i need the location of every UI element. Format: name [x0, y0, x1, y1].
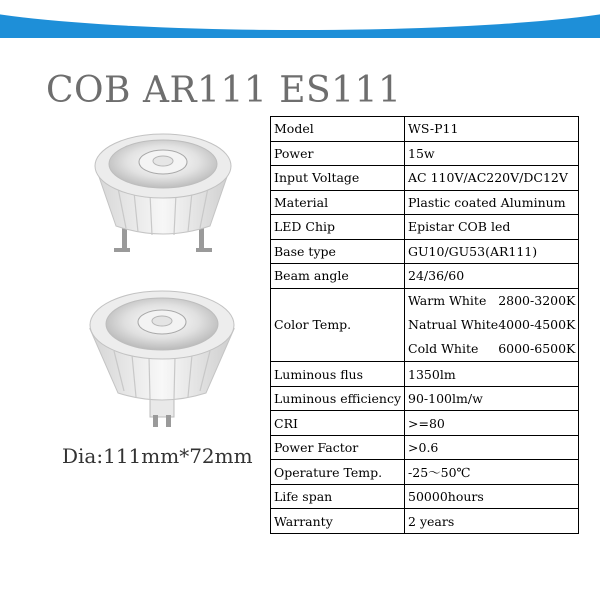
spec-value: 15w [405, 141, 579, 166]
spec-label: LED Chip [271, 215, 405, 240]
spec-value: 24/36/60 [405, 264, 579, 289]
spec-value: >0.6 [405, 435, 579, 460]
spec-row-warranty [271, 509, 579, 534]
spec-value: WS-P11 [405, 117, 579, 142]
spec-row-operature-temp [271, 460, 579, 485]
spec-label: Model [271, 117, 405, 142]
ar111-lamp-image [78, 118, 248, 258]
banner-curve [0, 0, 600, 30]
spec-row-color-temp [271, 288, 579, 362]
color-temp-line [405, 337, 578, 361]
es111-lamp-image [74, 285, 249, 430]
spec-row-material [271, 190, 579, 215]
spec-value: AC 110V/AC220V/DC12V [405, 166, 579, 191]
spec-table [270, 116, 579, 534]
color-temp-range: 4000-4500K [498, 316, 576, 332]
color-temp-name: Warm White [408, 292, 487, 308]
color-temp-line [405, 289, 578, 313]
spec-value: 1350lm [405, 362, 579, 387]
spec-label: Life span [271, 484, 405, 509]
spec-label: Power Factor [271, 435, 405, 460]
page-title: COB AR111 ES111 [46, 70, 402, 111]
spec-value: Plastic coated Aluminum [405, 190, 579, 215]
color-temp-values [405, 288, 579, 362]
spec-row-beam-angle [271, 264, 579, 289]
spec-label: Operature Temp. [271, 460, 405, 485]
spec-label: Luminous flus [271, 362, 405, 387]
spec-value: GU10/GU53(AR111) [405, 239, 579, 264]
spec-label: Luminous efficiency [271, 386, 405, 411]
spec-label: Warranty [271, 509, 405, 534]
spec-row-led-chip [271, 215, 579, 240]
spec-label: Input Voltage [271, 166, 405, 191]
spec-row-model [271, 117, 579, 142]
spec-value: Epistar COB led [405, 215, 579, 240]
spec-value: 50000hours [405, 484, 579, 509]
dimension-label: Dia:111mm*72mm [62, 444, 253, 468]
spec-row-input-voltage [271, 166, 579, 191]
spec-label: CRI [271, 411, 405, 436]
spec-label: Material [271, 190, 405, 215]
spec-label: Color Temp. [271, 288, 405, 362]
spec-row-life-span [271, 484, 579, 509]
spec-value: >=80 [405, 411, 579, 436]
spec-value: -25～50℃ [405, 460, 579, 485]
color-temp-range: 2800-3200K [498, 292, 576, 308]
spec-value: 2 years [405, 509, 579, 534]
spec-row-cri [271, 411, 579, 436]
spec-label: Power [271, 141, 405, 166]
spec-row-base-type [271, 239, 579, 264]
spec-row-power [271, 141, 579, 166]
spec-row-luminous-flus [271, 362, 579, 387]
spec-row-power-factor [271, 435, 579, 460]
color-temp-line [405, 313, 578, 337]
color-temp-name: Natrual White [408, 316, 499, 332]
spec-label: Base type [271, 239, 405, 264]
color-temp-name: Cold White [408, 341, 479, 357]
header-banner [0, 0, 600, 38]
spec-row-luminous-efficiency [271, 386, 579, 411]
spec-value: 90-100lm/w [405, 386, 579, 411]
color-temp-range: 6000-6500K [498, 341, 576, 357]
spec-label: Beam angle [271, 264, 405, 289]
